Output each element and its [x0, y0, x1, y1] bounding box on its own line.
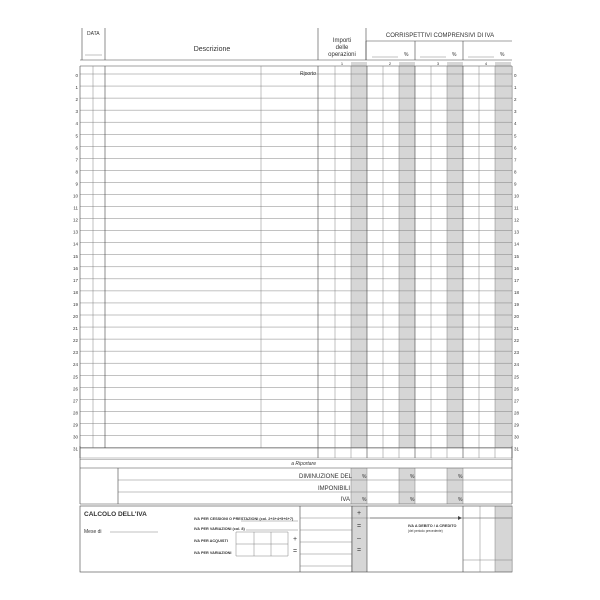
shade-col-4 [495, 62, 511, 448]
row-number-left: 3 [75, 109, 78, 115]
decrease-label: DIMINUZIONE DEL [298, 474, 352, 480]
row-number-left: 28 [72, 410, 78, 416]
date-label: DATA [87, 31, 100, 37]
row-number-left: 15 [72, 253, 78, 259]
row-number-left: 1 [75, 85, 78, 91]
row-number-left: 0 [75, 73, 78, 78]
row-number-right: 18 [514, 289, 520, 295]
fees-percent-lines [366, 41, 494, 60]
taxable-label: IMPONIBILI [317, 486, 350, 492]
fees-label: CORRISPETTIVI COMPRENSIVI DI IVA [385, 33, 495, 39]
column-number-4: 4 [484, 61, 488, 66]
row-number-right: 29 [514, 422, 520, 428]
percent-sign-1: % [404, 52, 409, 58]
row-number-right: 5 [514, 133, 517, 139]
row-number-right: 7 [514, 157, 517, 163]
row-number-left: 20 [72, 314, 78, 319]
row-number-right: 27 [514, 398, 520, 404]
row-number-left: 26 [72, 386, 78, 392]
vat-label: IVA [340, 497, 350, 503]
row-number-left: 16 [72, 265, 78, 271]
register-body-grid [80, 66, 512, 460]
balance-label: IVA A DEBITO / A CREDITO [408, 524, 457, 528]
row-number-right: 11 [514, 205, 519, 211]
row-number-right: 17 [514, 277, 520, 283]
column-number-2: 2 [388, 61, 392, 66]
row-number-right: 6 [514, 145, 517, 151]
summary-percent-1: % [362, 474, 367, 480]
summary-percent-5: % [410, 497, 415, 503]
row-number-left: 21 [72, 326, 78, 332]
row-number-left: 25 [72, 374, 78, 380]
sales-vat-label: IVA PER CESSIONI O PRESTAZIONI (col. 2+3+4+5+6+7) [194, 517, 294, 521]
summary-percent-2: % [410, 474, 415, 480]
row-number-right: 26 [514, 386, 520, 392]
row-number-right: 0 [514, 73, 517, 78]
variations-vat-label: IVA PER VARIAZIONI (col. 8) [194, 527, 245, 531]
row-number-left: 11 [73, 205, 78, 211]
row-number-right: 25 [514, 374, 520, 380]
row-number-left: 13 [72, 229, 78, 235]
row-number-left: 12 [72, 217, 78, 223]
percent-sign-2: % [452, 52, 457, 58]
row-number-right: 4 [514, 121, 517, 127]
carry-in-label: Riporto [299, 71, 316, 77]
shade-col-1 [351, 62, 367, 448]
shade-col-3 [447, 62, 463, 448]
description-label: Descrizione [193, 46, 231, 53]
purchases-vat-label: IVA PER ACQUISTI [194, 539, 228, 543]
row-number-left: 24 [72, 362, 78, 368]
row-number-left: 14 [72, 241, 78, 247]
row-number-right: 3 [514, 109, 517, 115]
row-number-left: 4 [75, 121, 78, 127]
row-number-right: 9 [514, 181, 517, 187]
row-number-right: 2 [514, 97, 517, 103]
summary-percent-4: % [362, 497, 367, 503]
row-number-right: 19 [514, 301, 520, 307]
row-number-right: 31 [514, 446, 520, 452]
row-number-left: 9 [75, 181, 78, 187]
row-number-right: 8 [514, 169, 517, 175]
row-number-left: 18 [72, 289, 78, 295]
row-number-right: 10 [514, 193, 520, 199]
summary-percent-3: % [458, 474, 463, 480]
column-number-1: 1 [340, 61, 344, 66]
row-number-left: 5 [75, 133, 78, 139]
purchases-equals-sign: = [293, 548, 298, 555]
row-number-left: 22 [72, 338, 78, 344]
amounts-label-1: Importi [332, 38, 352, 44]
vat-calc-title: CALCOLO DELL'IVA [84, 511, 147, 518]
row-number-left: 19 [72, 301, 78, 307]
calc-minus-sign: – [357, 535, 361, 542]
calc-equals-sign-2: = [356, 547, 362, 554]
row-number-left: 10 [72, 193, 78, 199]
row-number-right: 16 [514, 265, 520, 271]
calc-equals-sign-1: = [356, 523, 362, 530]
amounts-label-2: delle [335, 45, 349, 51]
row-number-left: 29 [72, 422, 78, 428]
purchases-plus-sign: + [293, 536, 298, 543]
summary-percent-6: % [458, 497, 463, 503]
row-number-right: 22 [514, 338, 520, 344]
row-number-right: 23 [514, 350, 520, 356]
row-number-left: 2 [75, 97, 78, 103]
row-number-left: 6 [75, 145, 78, 151]
percent-sign-3: % [500, 52, 505, 58]
row-number-left: 23 [72, 350, 78, 356]
carry-out-label: a Riportare [291, 461, 316, 467]
row-number-right: 20 [514, 314, 520, 319]
month-label: Mese di [84, 529, 102, 535]
shade-vat-2 [495, 506, 511, 572]
row-number-right: 24 [514, 362, 520, 368]
row-number-left: 27 [72, 398, 78, 404]
balance-sub-label: (del periodo precedente) [408, 529, 443, 533]
row-number-left: 31 [72, 446, 78, 452]
calc-plus-sign: + [356, 510, 362, 517]
row-number-right: 28 [514, 410, 520, 416]
column-number-3: 3 [436, 61, 440, 66]
row-number-right: 1 [514, 85, 517, 91]
row-number-right: 14 [514, 241, 520, 247]
row-number-left: 17 [72, 277, 78, 283]
row-number-left: 7 [75, 157, 78, 163]
amounts-label-3: operazioni [328, 52, 356, 58]
row-number-right: 15 [514, 253, 520, 259]
row-number-right: 30 [514, 434, 520, 440]
shade-col-2 [399, 62, 415, 448]
row-number-right: 13 [514, 229, 520, 235]
purchase-variations-label: IVA PER VARIAZIONI [194, 551, 232, 555]
row-number-right: 21 [514, 326, 520, 332]
row-number-left: 8 [75, 169, 78, 175]
row-number-right: 12 [514, 217, 520, 223]
row-number-left: 30 [72, 434, 78, 440]
